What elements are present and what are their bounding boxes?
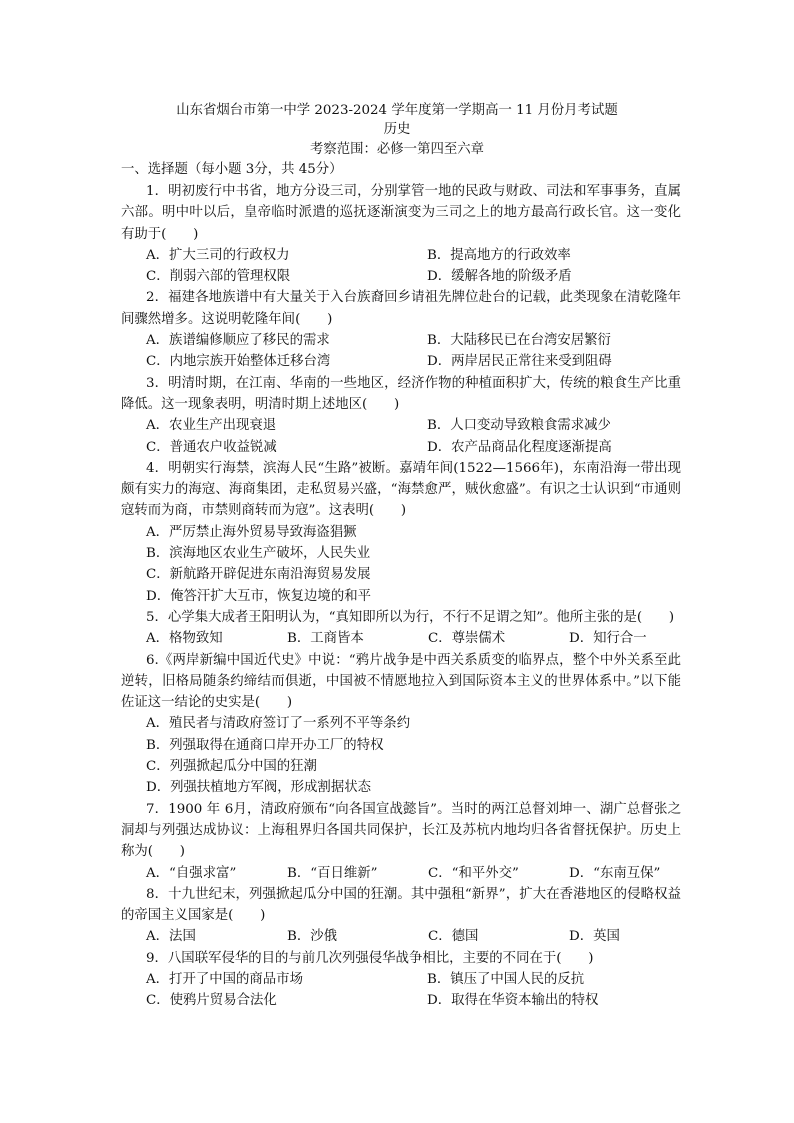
question-stem: 7．1900 年 6月，清政府颁布“向各国宣战懿旨”。当时的两江总督刘坤一、湖广总督张之洞却与列强达成协议：上海租界归各国共同保护，长江及苏杭内地均归各省督抚保护。历史上称为( ) [121,801,681,860]
option-d: D．列强扶植地方军阀，形成割据状态 [146,780,371,796]
option-a: A．殖民者与清政府签订了一系列不平等条约 [146,716,411,732]
question-stem: 2．福建各地族谱中有大量关于入台族裔回乡请祖先牌位赴台的记载，此类现象在清乾隆年间骤然增多。这说明乾隆年间( ) [121,290,681,327]
option-a: A．族谱编修顺应了移民的需求 [146,333,330,349]
option-a: A．打开了中国的商品市场 [146,971,303,987]
option-c: C．尊崇儒术 [428,631,506,647]
option-b: B．滨海地区农业生产破坏，人民失业 [146,546,371,562]
option-c: C．削弱六部的管理权限 [146,269,291,285]
option-d: D．知行合一 [569,631,647,647]
question-9 [121,948,681,1012]
exam-title: 山东省烟台市第一中学 2023-2024 学年度第一学期高一 11 月份月考试题 [176,103,618,118]
section-heading: 一、选择题（每小题 3分，共 45分） [121,162,343,177]
question-stem: 6.《两岸新编中国近代史》中说：“鸦片战争是中西关系质变的临界点，整个中外关系至此逆转，旧格局随条约缔结而倶逝，中国被不情愿地拉入到国际资本主义的世界体系中。”以下能佐证这一结论的史实是( ) [121,652,681,711]
option-a: A．格物致知 [146,631,223,647]
question-stem: 1．明初废行中书省，地方分设三司，分别掌管一地的民政与财政、司法和军事事务，直属六部。明中叶以后，皇帝临时派遣的巡抚逐渐演变为三司之上的地方最高行政长官。这一变化有助于( ) [121,184,681,242]
option-c: C．德国 [428,929,479,945]
option-d: D．农产品商品化程度逐渐提高 [427,439,612,455]
option-c: C．普通农户收益锐减 [146,439,277,455]
question-stem: 4．明朝实行海禁，滨海人民“生路”被断。嘉靖年间(1522—1566年)，东南沿海一带出现颇有实力的海寇、海商集团，走私贸易兴盛，“海禁愈严，贼伙愈盛”。有识之士认识到“市通则寇转而为商，市禁则商转而为寇”。这表明( ) [121,460,681,519]
option-b: B．沙俄 [287,929,338,945]
option-c: C．新航路开辟促进东南沿海贸易发展 [146,567,371,583]
question-options [121,415,681,458]
option-b: B．“百日维新” [287,865,378,881]
question-options [121,713,681,798]
option-d: D．取得在华资本输出的特权 [427,993,599,1009]
option-b: B．列强取得在通商口岸开办工厂的特权 [146,737,384,753]
exam-subject: 历史 [383,122,411,137]
question-options [121,330,681,373]
option-c: C．“和平外交” [428,865,519,881]
option-a: A．农业生产出现衰退 [146,418,277,434]
question-options [121,522,681,607]
option-a: A．法国 [146,929,196,945]
question-options [121,245,681,288]
question-1 [121,181,681,287]
question-stem: 8．十九世纪末，列强掀起瓜分中国的狂潮。其中强租“新界”，扩大在香港地区的侵略权益的帝国主义国家是( ) [121,886,681,924]
option-b: B．镇压了中国人民的反抗 [427,971,585,987]
option-a: A．严厉禁止海外贸易导致海盗猖獗 [146,524,357,540]
option-c: C．使鸦片贸易合法化 [146,993,277,1009]
option-a: A．扩大三司的行政权力 [146,247,290,263]
option-b: B．提高地方的行政效率 [427,247,571,263]
question-6 [121,650,681,799]
question-2 [121,287,681,372]
option-d: D．英国 [569,929,620,945]
question-stem: 5．心学集大成者王阳明认为，“真知即所以为行，不行不足谓之知”。他所主张的是( ) [146,609,675,625]
question-options [121,863,681,884]
question-stem: 9．八国联军侵华的目的与前几次列强侵华战争相比，主要的不同在于( ) [146,950,594,966]
exam-scope: 考察范围：必修一第四至六章 [309,142,485,157]
question-stem: 3．明清时期，在江南、华南的一些地区，经济作物的种植面积扩大，传统的粮食生产比重降低。这一现象表明，明清时期上述地区( ) [121,375,681,412]
question-8 [121,884,681,948]
option-b: B．工商皆本 [287,631,364,647]
question-options [121,628,681,649]
option-a: A．“自强求富” [146,865,237,881]
question-list [121,181,681,1012]
option-d: D．两岸居民正常往来受到阻碍 [427,354,612,370]
option-d: D．“东南互保” [569,865,661,881]
question-3 [121,373,681,458]
question-4 [121,458,681,607]
option-c: C．列强掀起瓜分中国的狂潮 [146,759,317,775]
question-options [121,926,681,947]
question-options [121,969,681,1012]
question-7 [121,799,681,884]
question-5 [121,607,681,650]
option-d: D．缓解各地的阶级矛盾 [427,269,572,285]
option-c: C．内地宗族开始整体迁移台湾 [146,354,331,370]
option-b: B．人口变动导致粮食需求减少 [427,418,611,434]
option-b: B．大陆移民已在台湾安居繁衍 [427,333,611,349]
option-d: D．俺答汗扩大互市，恢复边境的和平 [146,588,371,604]
